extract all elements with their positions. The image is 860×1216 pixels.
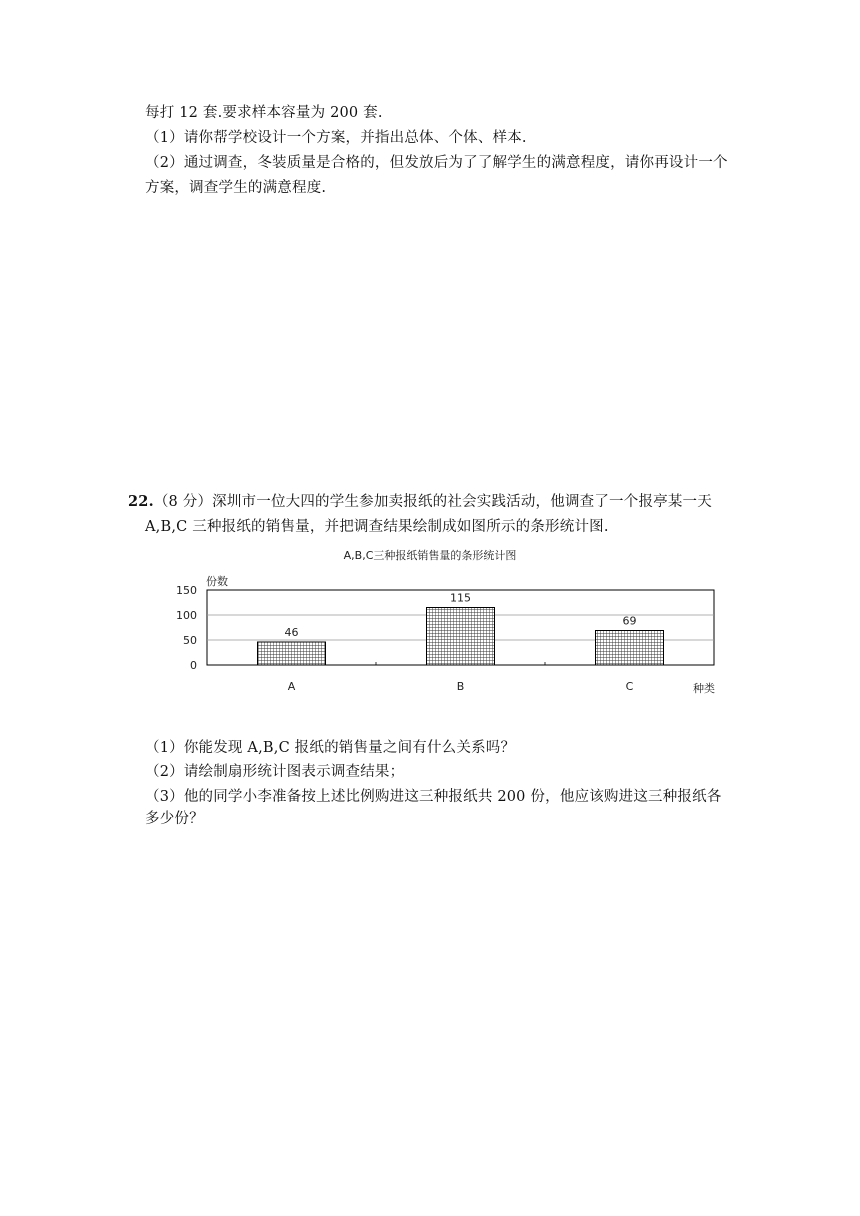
intro-question-2-continued: 方案，调查学生的满意程度. [145,180,327,196]
question-22-text: （8 分）深圳市一位大四的学生参加卖报纸的社会实践活动，他调查了一个报亭某一天 [153,494,712,510]
question-number: 22. [128,493,154,510]
subquestion-2: （2）请绘制扇形统计图表示调查结果； [145,764,405,780]
question-22-line-2: A,B,C 三种报纸的销售量，并把调查结果绘制成如图所示的条形统计图. [145,519,609,535]
intro-line-1: 每打 12 套.要求样本容量为 200 套. [145,105,383,121]
y-tick-label: 50 [183,634,197,647]
chart-title: A,B,C三种报纸销售量的条形统计图 [343,549,517,562]
plot-area-frame [207,590,714,665]
x-tick-label: A [287,680,296,693]
data-label: 115 [450,591,471,605]
data-label: 46 [284,626,299,639]
data-labels [285,592,637,640]
subquestion-1: （1）你能发现 A,B,C 报纸的销售量之间有什么关系吗？ [145,740,516,756]
y-tick-label: 150 [176,584,197,597]
bar-b [427,608,495,666]
y-axis-label: 份数 [206,575,228,588]
x-tick-labels [288,680,634,693]
x-tick-label: B [456,680,465,693]
subquestion-3-continued: 多少份？ [145,811,204,827]
bar-c [596,631,664,666]
x-axis-label: 种类 [693,682,715,695]
y-tick-label: 100 [176,609,197,622]
gridlines [207,615,714,665]
x-tick-label: C [625,680,634,693]
bars [258,608,664,666]
y-tick-label: 0 [190,659,197,672]
question-22-header [128,492,712,512]
data-label: 69 [622,614,637,628]
intro-question-1: （1）请你帮学校设计一个方案，并指出总体、个体、样本. [145,130,527,146]
subquestion-3: （3）他的同学小李准备按上述比例购进这三种报纸共 200 份，他应该购进这三种报纸各 [145,789,722,805]
bar-a [258,642,326,665]
y-tick-labels [176,584,197,672]
intro-question-2: （2）通过调查，冬装质量是合格的，但发放后为了了解学生的满意程度，请你再设计一个 [145,155,728,171]
